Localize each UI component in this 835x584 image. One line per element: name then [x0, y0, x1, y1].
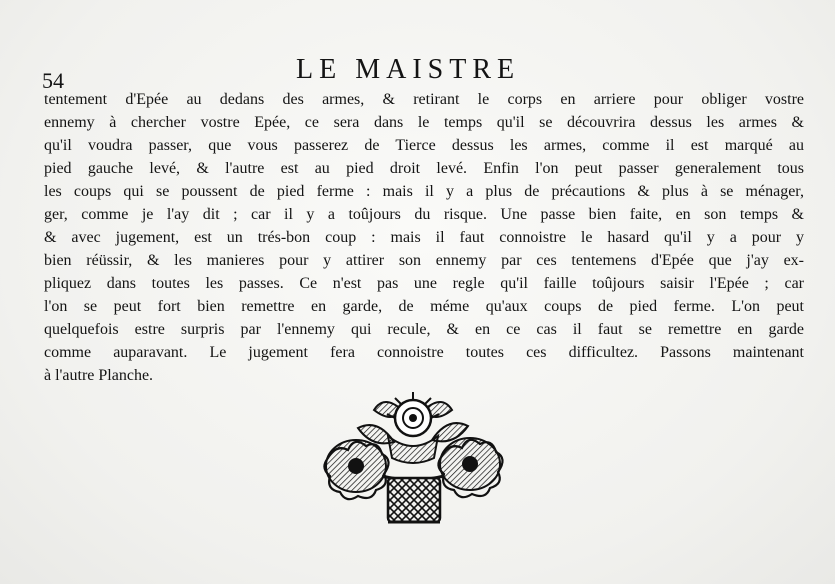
text-line: pliquez dans toutes les passes. Ce n'est pas une regle qu'il faille toûjours saisir l'Epée ; car — [44, 275, 804, 292]
flower-basket-ornament — [318, 388, 508, 528]
text-line: tentement d'Epée au dedans des armes, & retirant le corps en arriere pour obliger vostre — [44, 91, 804, 108]
running-head: LE MAISTRE — [296, 54, 521, 85]
left-flower — [324, 440, 388, 499]
text-line: qu'il voudra passer, que vous passerez de Tierce dessus les armes, comme il est marqué au — [44, 137, 804, 154]
text-line: les coups qui se poussent de pied ferme : mais il y a plus de précautions & plus à se ménager, — [44, 183, 804, 200]
text-line: pied gauche levé, & l'autre est au pied droit levé. Enfin l'on peut passer generalement tous — [44, 160, 804, 177]
center-flower — [387, 392, 439, 463]
text-line: l'on se peut fort bien remettre en garde, de méme qu'aux coups de pied ferme. L'on peut — [44, 298, 804, 315]
page-number: 54 — [42, 68, 64, 93]
basket — [382, 476, 444, 522]
body-text — [44, 88, 804, 387]
text-line: à l'autre Planche. — [44, 367, 154, 384]
text-line: quelquefois estre surpris par l'ennemy qui recule, & en ce cas il faut se remettre en garde — [44, 321, 804, 338]
text-line: comme auparavant. Le jugement fera connoistre toutes ces difficultez. Passons maintenant — [44, 344, 804, 361]
text-line: ger, comme je l'ay dit ; car il y a toûjours du risque. Une passe bien faite, en son temps & — [44, 206, 804, 223]
text-line: bien réüssir, & les manieres pour y attirer son ennemy par ces tentemens d'Epée que j'ay ex- — [44, 252, 804, 269]
text-line: & avec jugement, est un trés-bon coup : mais il faut connoistre le hasard qu'il y a pour y — [44, 229, 804, 246]
text-line: ennemy à chercher vostre Epée, ce sera dans le temps qu'il se découvrira dessus les armes & — [44, 114, 804, 131]
right-flower — [438, 438, 502, 497]
